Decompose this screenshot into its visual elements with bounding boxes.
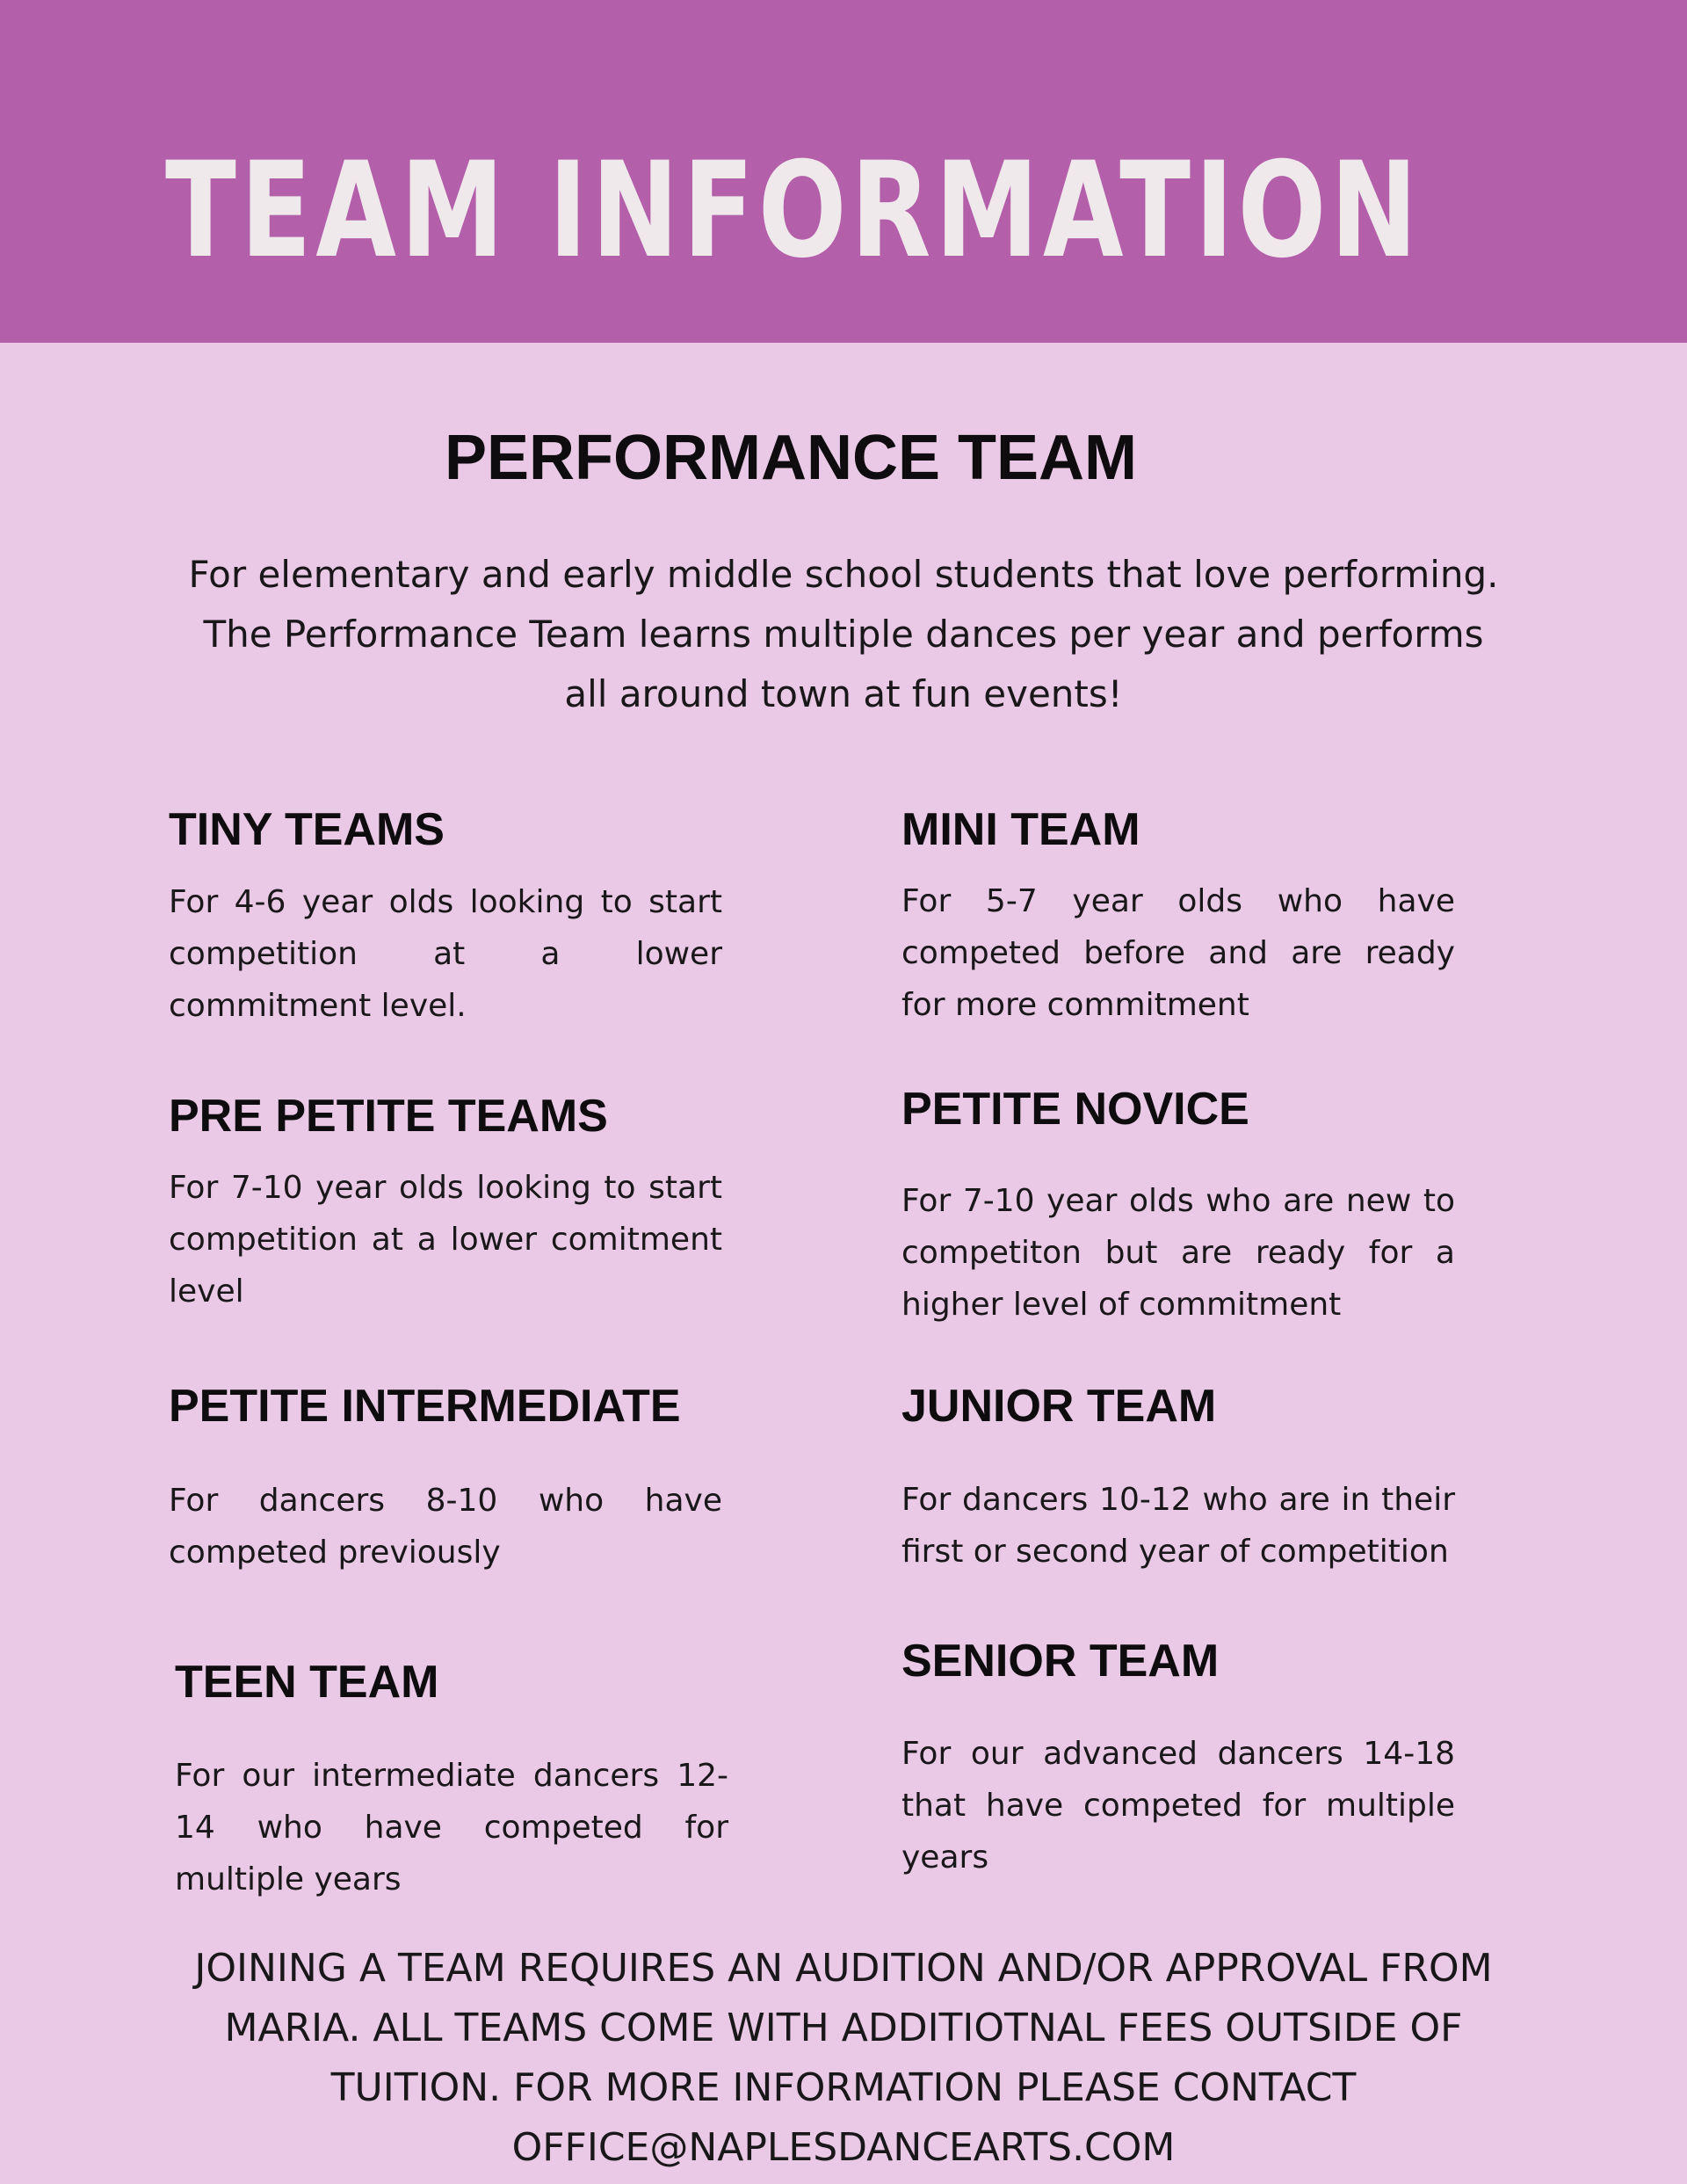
page-title: TEAM INFORMATION <box>165 134 1422 287</box>
section-heading: PERFORMANCE TEAM <box>445 423 1137 493</box>
team-name-junior-team: JUNIOR TEAM <box>901 1381 1217 1432</box>
team-desc-petite-intermediate: For dancers 8-10 who have competed previously <box>169 1483 722 1571</box>
team-name-mini-team: MINI TEAM <box>901 804 1140 855</box>
team-name-pre-petite-teams: PRE PETITE TEAMS <box>169 1091 608 1142</box>
team-desc-pre-petite-teams: For 7-10 year olds looking to start competition at a lower comitment level <box>169 1170 722 1310</box>
team-desc-teen-team: For our intermediate dancers 12-14 who have competed for multiple years <box>175 1758 728 1897</box>
team-name-petite-intermediate: PETITE INTERMEDIATE <box>169 1381 681 1432</box>
team-desc-mini-team: For 5-7 year olds who have competed before and are ready for more commitment <box>901 883 1455 1023</box>
team-desc-tiny-teams: For 4-6 year olds looking to start competition at a lower commitment level. <box>169 884 722 1024</box>
team-desc-petite-novice: For 7-10 year olds who are new to competiton but are ready for a higher level of commitment <box>901 1183 1455 1323</box>
footer-note: JOINING A TEAM REQUIRES AN AUDITION AND/OR APPROVAL FROM MARIA. ALL TEAMS COME WITH ADDITIOTNAL FEES OUTSIDE OF TUITION. FOR MORE INFORMATION PLEASE CONTACT OFFICE@NAPLESDANCEARTS.COM <box>194 1946 1493 2170</box>
team-name-senior-team: SENIOR TEAM <box>901 1636 1220 1687</box>
team-desc-senior-team: For our advanced dancers 14-18 that have competed for multiple years <box>901 1736 1455 1876</box>
team-desc-junior-team: For dancers 10-12 who are in their first or second year of competition <box>901 1482 1455 1570</box>
section-intro: For elementary and early middle school students that love performing. The Performance Team learns multiple dances per year and performs all around town at fun events! <box>188 553 1499 715</box>
team-name-teen-team: TEEN TEAM <box>175 1657 439 1708</box>
team-name-tiny-teams: TINY TEAMS <box>169 804 445 855</box>
team-name-petite-novice: PETITE NOVICE <box>901 1084 1249 1135</box>
